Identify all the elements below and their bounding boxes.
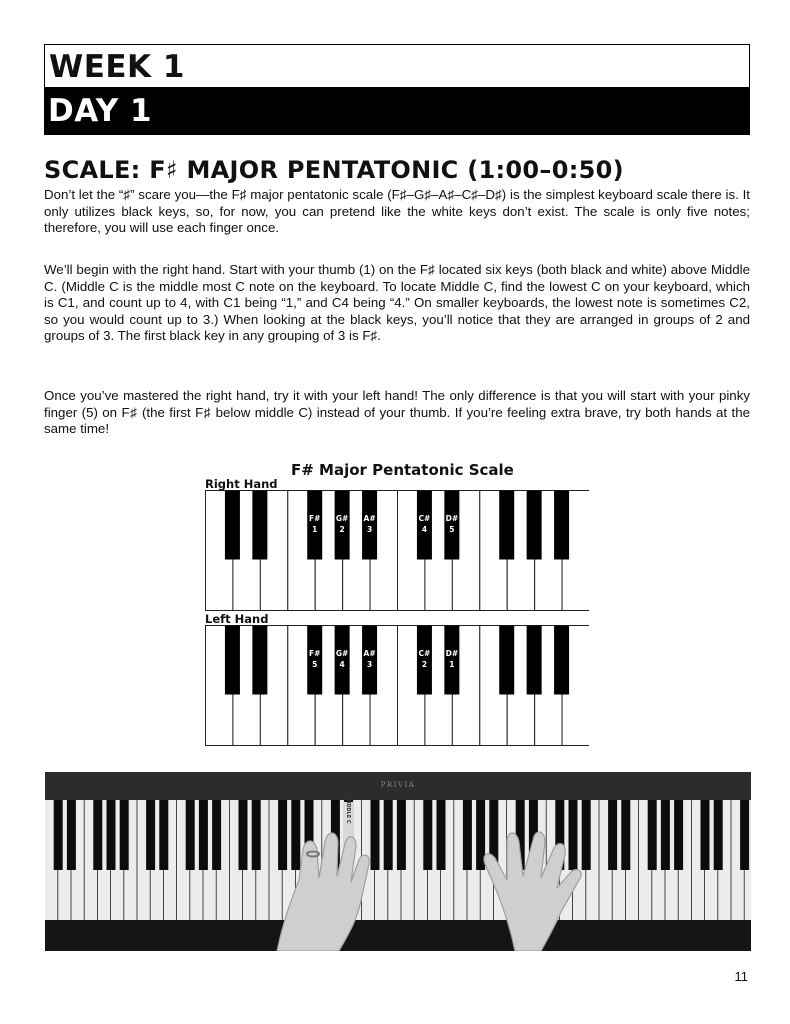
photo-black-key	[239, 800, 248, 870]
right-hand-black-key	[527, 491, 542, 560]
left-hand-black-key	[225, 626, 240, 695]
photo-black-key	[674, 800, 683, 870]
photo-black-key	[423, 800, 432, 870]
left-hand-note-label: A#	[363, 649, 376, 658]
right-hand-paragraph: We’ll begin with the right hand. Start with your thumb (1) on the F♯ located six keys (both black and white) above Middle C. (Middle C is the middle most C note on the keyboard. To locate Middle C, find the lowest C on your keyboard, which is C1, and count up to 4, with C1 being “1,” and C4 being “4.” On smaller keyboards, the lowest note is sometimes C2, so you would count up to 3.) When looking at the black keys, you’ll notice that they are arranged in groups of 2 and groups of 3. The first black key in any grouping of 3 is F♯.	[44, 262, 750, 343]
right-hand-black-key	[554, 491, 569, 560]
photo-black-key	[120, 800, 129, 870]
left-hand-black-key	[499, 626, 514, 695]
piano-brand-logo: PRIVIA	[380, 781, 416, 789]
left-hand-finger-number: 3	[366, 660, 373, 669]
photo-black-key	[212, 800, 221, 870]
left-hand-black-key	[527, 626, 542, 695]
right-hand-finger-number: 4	[421, 525, 428, 534]
photo-floor	[45, 920, 751, 951]
week-title: WEEK 1	[44, 44, 750, 88]
right-hand-label: Right Hand	[205, 477, 278, 491]
right-hand-note-label: A#	[363, 514, 376, 523]
photo-black-key	[608, 800, 617, 870]
left-hand-finger-number: 4	[339, 660, 345, 669]
photo-black-key	[186, 800, 195, 870]
left-hand-label: Left Hand	[205, 612, 269, 626]
photo-black-key	[107, 800, 116, 870]
right-hand-black-key	[225, 491, 240, 560]
right-hand-finger-number: 5	[449, 525, 455, 534]
left-hand-black-key	[554, 626, 569, 695]
section-heading: SCALE: F♯ MAJOR PENTATONIC (1:00–0:50)	[44, 156, 624, 184]
photo-black-key	[146, 800, 155, 870]
right-hand-note-label: F#	[309, 514, 321, 523]
right-hand-black-key	[499, 491, 514, 560]
photo-black-key	[159, 800, 168, 870]
left-hand-finger-number: 2	[421, 660, 428, 669]
photo-black-key	[621, 800, 630, 870]
left-hand-note-label: F#	[309, 649, 321, 658]
photo-black-key	[54, 800, 63, 870]
diagram-title: F# Major Pentatonic Scale	[291, 461, 514, 479]
left-hand-finger-number: 1	[449, 660, 455, 669]
left-hand-note-label: C#	[418, 649, 431, 658]
photo-black-key	[291, 800, 300, 870]
left-hand-black-key	[252, 626, 267, 695]
page-number: 11	[734, 969, 748, 984]
right-hand-finger-number: 3	[366, 525, 373, 534]
middle-c-sticker-text: MIDDLE C	[345, 796, 351, 824]
photo-black-key	[437, 800, 446, 870]
photo-black-key	[67, 800, 76, 870]
photo-black-key	[661, 800, 670, 870]
right-hand-finger-number: 1	[312, 525, 318, 534]
right-hand-note-label: C#	[418, 514, 431, 523]
right-hand-note-label: G#	[335, 514, 349, 523]
day-title: DAY 1	[44, 88, 750, 135]
intro-paragraph: Don’t let the “♯” scare you—the F♯ major pentatonic scale (F♯–G♯–A♯–C♯–D♯) is the simplest keyboard scale there is. It only utilizes black keys, so, for now, you can pretend like the white keys don’t exist. The scale is only five notes; therefore, you will use each finger once.	[44, 187, 750, 235]
chapter-header	[44, 44, 750, 135]
right-hand-keyboard	[205, 490, 589, 611]
photo-black-key	[569, 800, 578, 870]
left-hand-paragraph: Once you’ve mastered the right hand, try it with your left hand! The only difference is that you will start with your pinky finger (5) on F♯ (the first F♯ below middle C) instead of your thumb. If you’re feeling extra brave, try both hands at the same time!	[44, 388, 750, 436]
left-hand-keyboard	[205, 625, 589, 746]
photo-black-key	[371, 800, 380, 870]
photo-black-key	[199, 800, 208, 870]
right-hand-finger-number: 2	[339, 525, 345, 534]
photo-black-key	[714, 800, 723, 870]
photo-black-key	[384, 800, 393, 870]
left-hand-note-label: G#	[335, 649, 349, 658]
right-hand-black-key	[252, 491, 267, 560]
photo-black-key	[648, 800, 657, 870]
photo-black-key	[582, 800, 591, 870]
left-hand-note-label: D#	[445, 649, 459, 658]
piano-hands-photo	[45, 772, 751, 951]
photo-black-key	[252, 800, 261, 870]
photo-black-key	[463, 800, 472, 870]
right-hand-note-label: D#	[445, 514, 459, 523]
photo-black-key	[93, 800, 102, 870]
photo-black-key	[278, 800, 287, 870]
photo-black-key	[740, 800, 749, 870]
photo-black-key	[701, 800, 710, 870]
photo-black-key	[397, 800, 406, 870]
left-hand-finger-number: 5	[312, 660, 318, 669]
